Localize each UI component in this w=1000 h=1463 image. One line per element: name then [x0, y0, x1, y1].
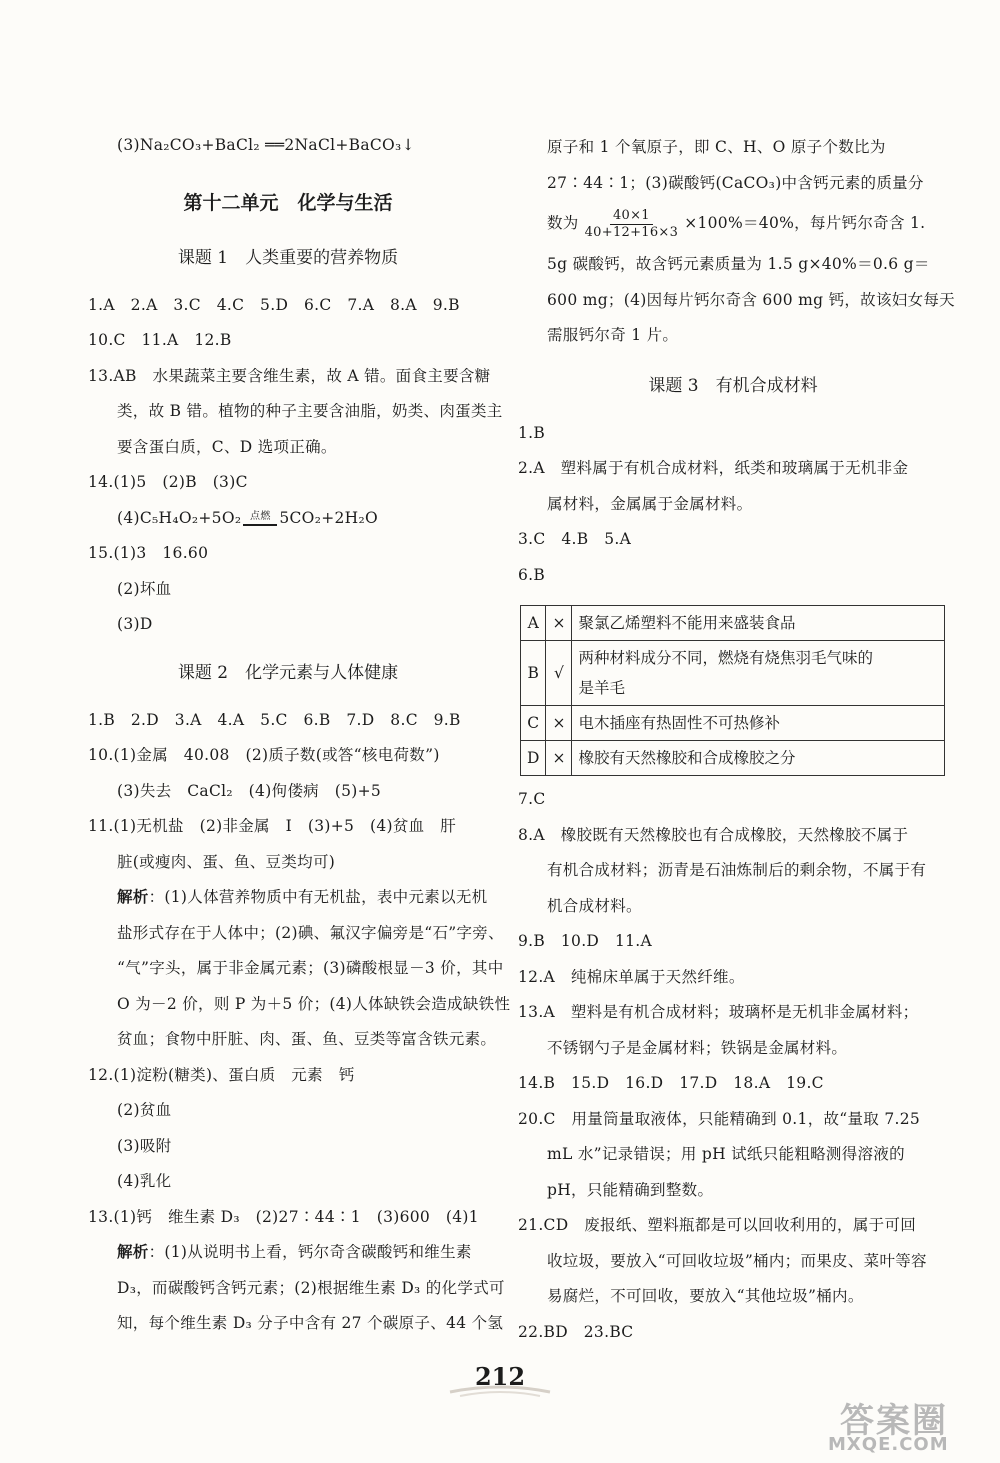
table-cell-mark: ×: [546, 606, 572, 641]
table-cell-option: B: [521, 641, 546, 706]
answer-line: 10.(1)金属 40.08 (2)质子数(或答“核电荷数”): [88, 746, 440, 764]
answer-line: 机合成材料。: [547, 896, 642, 915]
answer-line: 12.A 纯棉床单属于天然纤维。: [518, 967, 745, 986]
topic-heading-1: 课题 1 人类重要的营养物质: [177, 247, 399, 268]
table-row: [521, 641, 945, 706]
table-row: [521, 706, 945, 741]
table-cell-mark: √: [546, 641, 572, 706]
table-cell-text: [572, 641, 945, 706]
reaction-arrow: [243, 512, 277, 526]
analysis-line: 5g 碳酸钙，故含钙元素质量为 1.5 g×40%＝0.6 g＝: [547, 255, 930, 273]
table-cell-text: 橡胶有天然橡胶和合成橡胶之分: [572, 741, 945, 776]
topic-heading-2: 课题 2 化学元素与人体健康: [177, 662, 399, 683]
answer-line: 1.A 2.A 3.C 4.C 5.D 6.C 7.A 8.A 9.B: [88, 295, 460, 314]
answer-line: 22.BD 23.BC: [518, 1322, 634, 1341]
answer-line: 收垃圾，要放入“可回收垃圾”桶内；而果皮、菜叶等容: [547, 1251, 927, 1270]
analysis-text: ：(1)从说明书上看，钙尔奇含碳酸钙和维生素: [148, 1243, 472, 1261]
table-cell-option: A: [521, 606, 546, 641]
analysis-line: [88, 1235, 488, 1271]
answer-line: 2.A 塑料属于有机合成材料，纸类和玻璃属于无机非金: [518, 459, 909, 477]
answer-line: 要含蛋白质，C、D 选项正确。: [117, 437, 337, 456]
answer-line: 10.C 11.A 12.B: [88, 331, 232, 349]
answer-line: (4)乳化: [117, 1172, 172, 1190]
left-column: [88, 128, 511, 1342]
fraction-suffix: ×100%＝40%，每片钙尔奇含 1.: [684, 214, 926, 233]
answer-line: (3)失去 CaCl₂ (4)佝偻病 (5)+5: [117, 781, 382, 800]
answer-line: (2)坏血: [117, 579, 172, 598]
answer-line: pH，只能精确到整数。: [547, 1180, 714, 1199]
answer-line: (3)吸附: [117, 1136, 172, 1155]
table-cell-text-line: 两种材料成分不同，燃烧有烧焦羽毛气味的: [578, 649, 873, 667]
answer-table: [520, 605, 945, 776]
topic-heading-3: 课题 3 有机合成材料: [648, 375, 818, 396]
equation-right: 5CO₂+2H₂O: [279, 508, 378, 527]
table-cell-mark: ×: [546, 706, 572, 741]
fraction-denominator: 40+12+16×3: [584, 224, 679, 240]
answer-line: (2)贫血: [117, 1101, 172, 1119]
answer-line: 11.(1)无机盐 (2)非金属 I (3)+5 (4)贫血 肝: [88, 817, 457, 835]
table-cell-mark: ×: [546, 741, 572, 776]
answer-line: 类，故 B 错。植物的种子主要含油脂，奶类、肉蛋类主: [117, 402, 503, 420]
fraction: [582, 208, 682, 241]
unit-title: 第十二单元 化学与生活: [183, 191, 393, 214]
answer-line: 14.B 15.D 16.D 17.D 18.A 19.C: [518, 1074, 824, 1092]
answer-line: 属材料，金属属于金属材料。: [547, 494, 753, 513]
analysis-label: 解析: [117, 888, 149, 906]
answer-line: 脏(或瘦肉、蛋、鱼、豆类均可): [117, 852, 336, 871]
analysis-line: 原子和 1 个氧原子，即 C、H、O 原子个数比为: [547, 138, 886, 156]
answer-line: 15.(1)3 16.60: [88, 544, 209, 562]
answer-line: (3)Na₂CO₃+BaCl₂ ══2NaCl+BaCO₃↓: [117, 136, 415, 154]
answer-line: 12.(1)淀粉(糖类)、蛋白质 元素 钙: [88, 1065, 355, 1084]
watermark-title: 答案圈: [840, 1401, 948, 1441]
equation-line: [88, 501, 488, 537]
answer-line: 1.B 2.D 3.A 4.A 5.C 6.B 7.D 8.C 9.B: [88, 710, 461, 729]
table-cell-text-line: 是羊毛: [578, 679, 625, 697]
answer-line: (3)D: [117, 615, 153, 633]
analysis-line: 需服钙尔奇 1 片。: [547, 326, 679, 344]
watermark-url: MXQE.COM: [828, 1434, 949, 1455]
analysis-text: ：(1)人体营养物质中有无机盐，表中元素以无机: [148, 888, 488, 906]
answer-line: 3.C 4.B 5.A: [518, 530, 632, 548]
analysis-line: “气”字头，属于非金属元素；(3)磷酸根显－3 价，其中: [117, 959, 504, 977]
answer-line: 6.B: [518, 565, 546, 584]
fraction-prefix: 数为: [547, 214, 579, 233]
answer-line: 21.CD 废报纸、塑料瓶都是可以回收利用的，属于可回: [518, 1216, 917, 1234]
table-row: [521, 741, 945, 776]
reaction-condition: 点燃: [250, 510, 271, 522]
page-number: 212: [474, 1362, 526, 1391]
table-cell-option: C: [521, 706, 546, 741]
table-cell-text: 聚氯乙烯塑料不能用来盛装食品: [572, 606, 945, 641]
answer-line: 8.A 橡胶既有天然橡胶也有合成橡胶，天然橡胶不属于: [518, 825, 909, 844]
answer-line: 易腐烂，不可回收，要放入“其他垃圾”桶内。: [547, 1287, 864, 1305]
equation-left: (4)C₅H₄O₂+5O₂: [117, 508, 242, 527]
analysis-line: D₃，而碳酸钙含钙元素；(2)根据维生素 D₃ 的化学式可: [117, 1278, 505, 1297]
table-row: [521, 606, 945, 641]
watermark-logo: [828, 1393, 978, 1455]
analysis-line: 盐形式存在于人体中；(2)碘、氟汉字偏旁是“石”字旁、: [117, 923, 504, 942]
fraction-line: [518, 201, 948, 247]
answer-line: 有机合成材料；沥青是石油炼制后的剩余物，不属于有: [547, 861, 927, 879]
answer-line: 13.AB 水果蔬菜主要含维生素，故 A 错。面食主要含糖: [88, 366, 491, 385]
analysis-line: O 为－2 价，则 P 为＋5 价；(4)人体缺铁会造成缺铁性: [117, 994, 511, 1013]
answer-line: 13.(1)钙 维生素 D₃ (2)27∶44∶1 (3)600 (4)1: [88, 1207, 479, 1226]
analysis-line: 600 mg；(4)因每片钙尔奇含 600 mg 钙，故该妇女每天: [547, 290, 955, 309]
double-line-icon: [243, 522, 277, 526]
decorative-swoosh-icon: [440, 1380, 560, 1400]
answer-line: mL 水”记录错误；用 pH 试纸只能粗略测得溶液的: [547, 1145, 905, 1163]
table-cell-option: D: [521, 741, 546, 776]
analysis-line: [88, 880, 488, 916]
answer-line: 20.C 用量筒量取液体，只能精确到 0.1，故“量取 7.25: [518, 1109, 921, 1128]
answer-line: 7.C: [518, 790, 546, 808]
answer-line: 13.A 塑料是有机合成材料；玻璃杯是无机非金属材料；: [518, 1003, 919, 1021]
answer-line: 14.(1)5 (2)B (3)C: [88, 473, 248, 491]
analysis-line: 27∶44∶1；(3)碳酸钙(CaCO₃)中含钙元素的质量分: [547, 173, 924, 192]
answer-line: 1.B: [518, 423, 546, 442]
answer-line: 9.B 10.D 11.A: [518, 932, 653, 950]
table-cell-text: 电木插座有热固性不可热修补: [572, 706, 945, 741]
analysis-label: 解析: [117, 1243, 149, 1261]
analysis-line: 知，每个维生素 D₃ 分子中含有 27 个碳原子、44 个氢: [117, 1314, 504, 1332]
analysis-line: 贫血；食物中肝脏、肉、蛋、鱼、豆类等富含铁元素。: [117, 1030, 497, 1048]
right-column: [518, 130, 955, 1350]
fraction-numerator: 40×1: [610, 208, 653, 225]
answer-line: 不锈钢勺子是金属材料；铁锅是金属材料。: [547, 1038, 848, 1057]
